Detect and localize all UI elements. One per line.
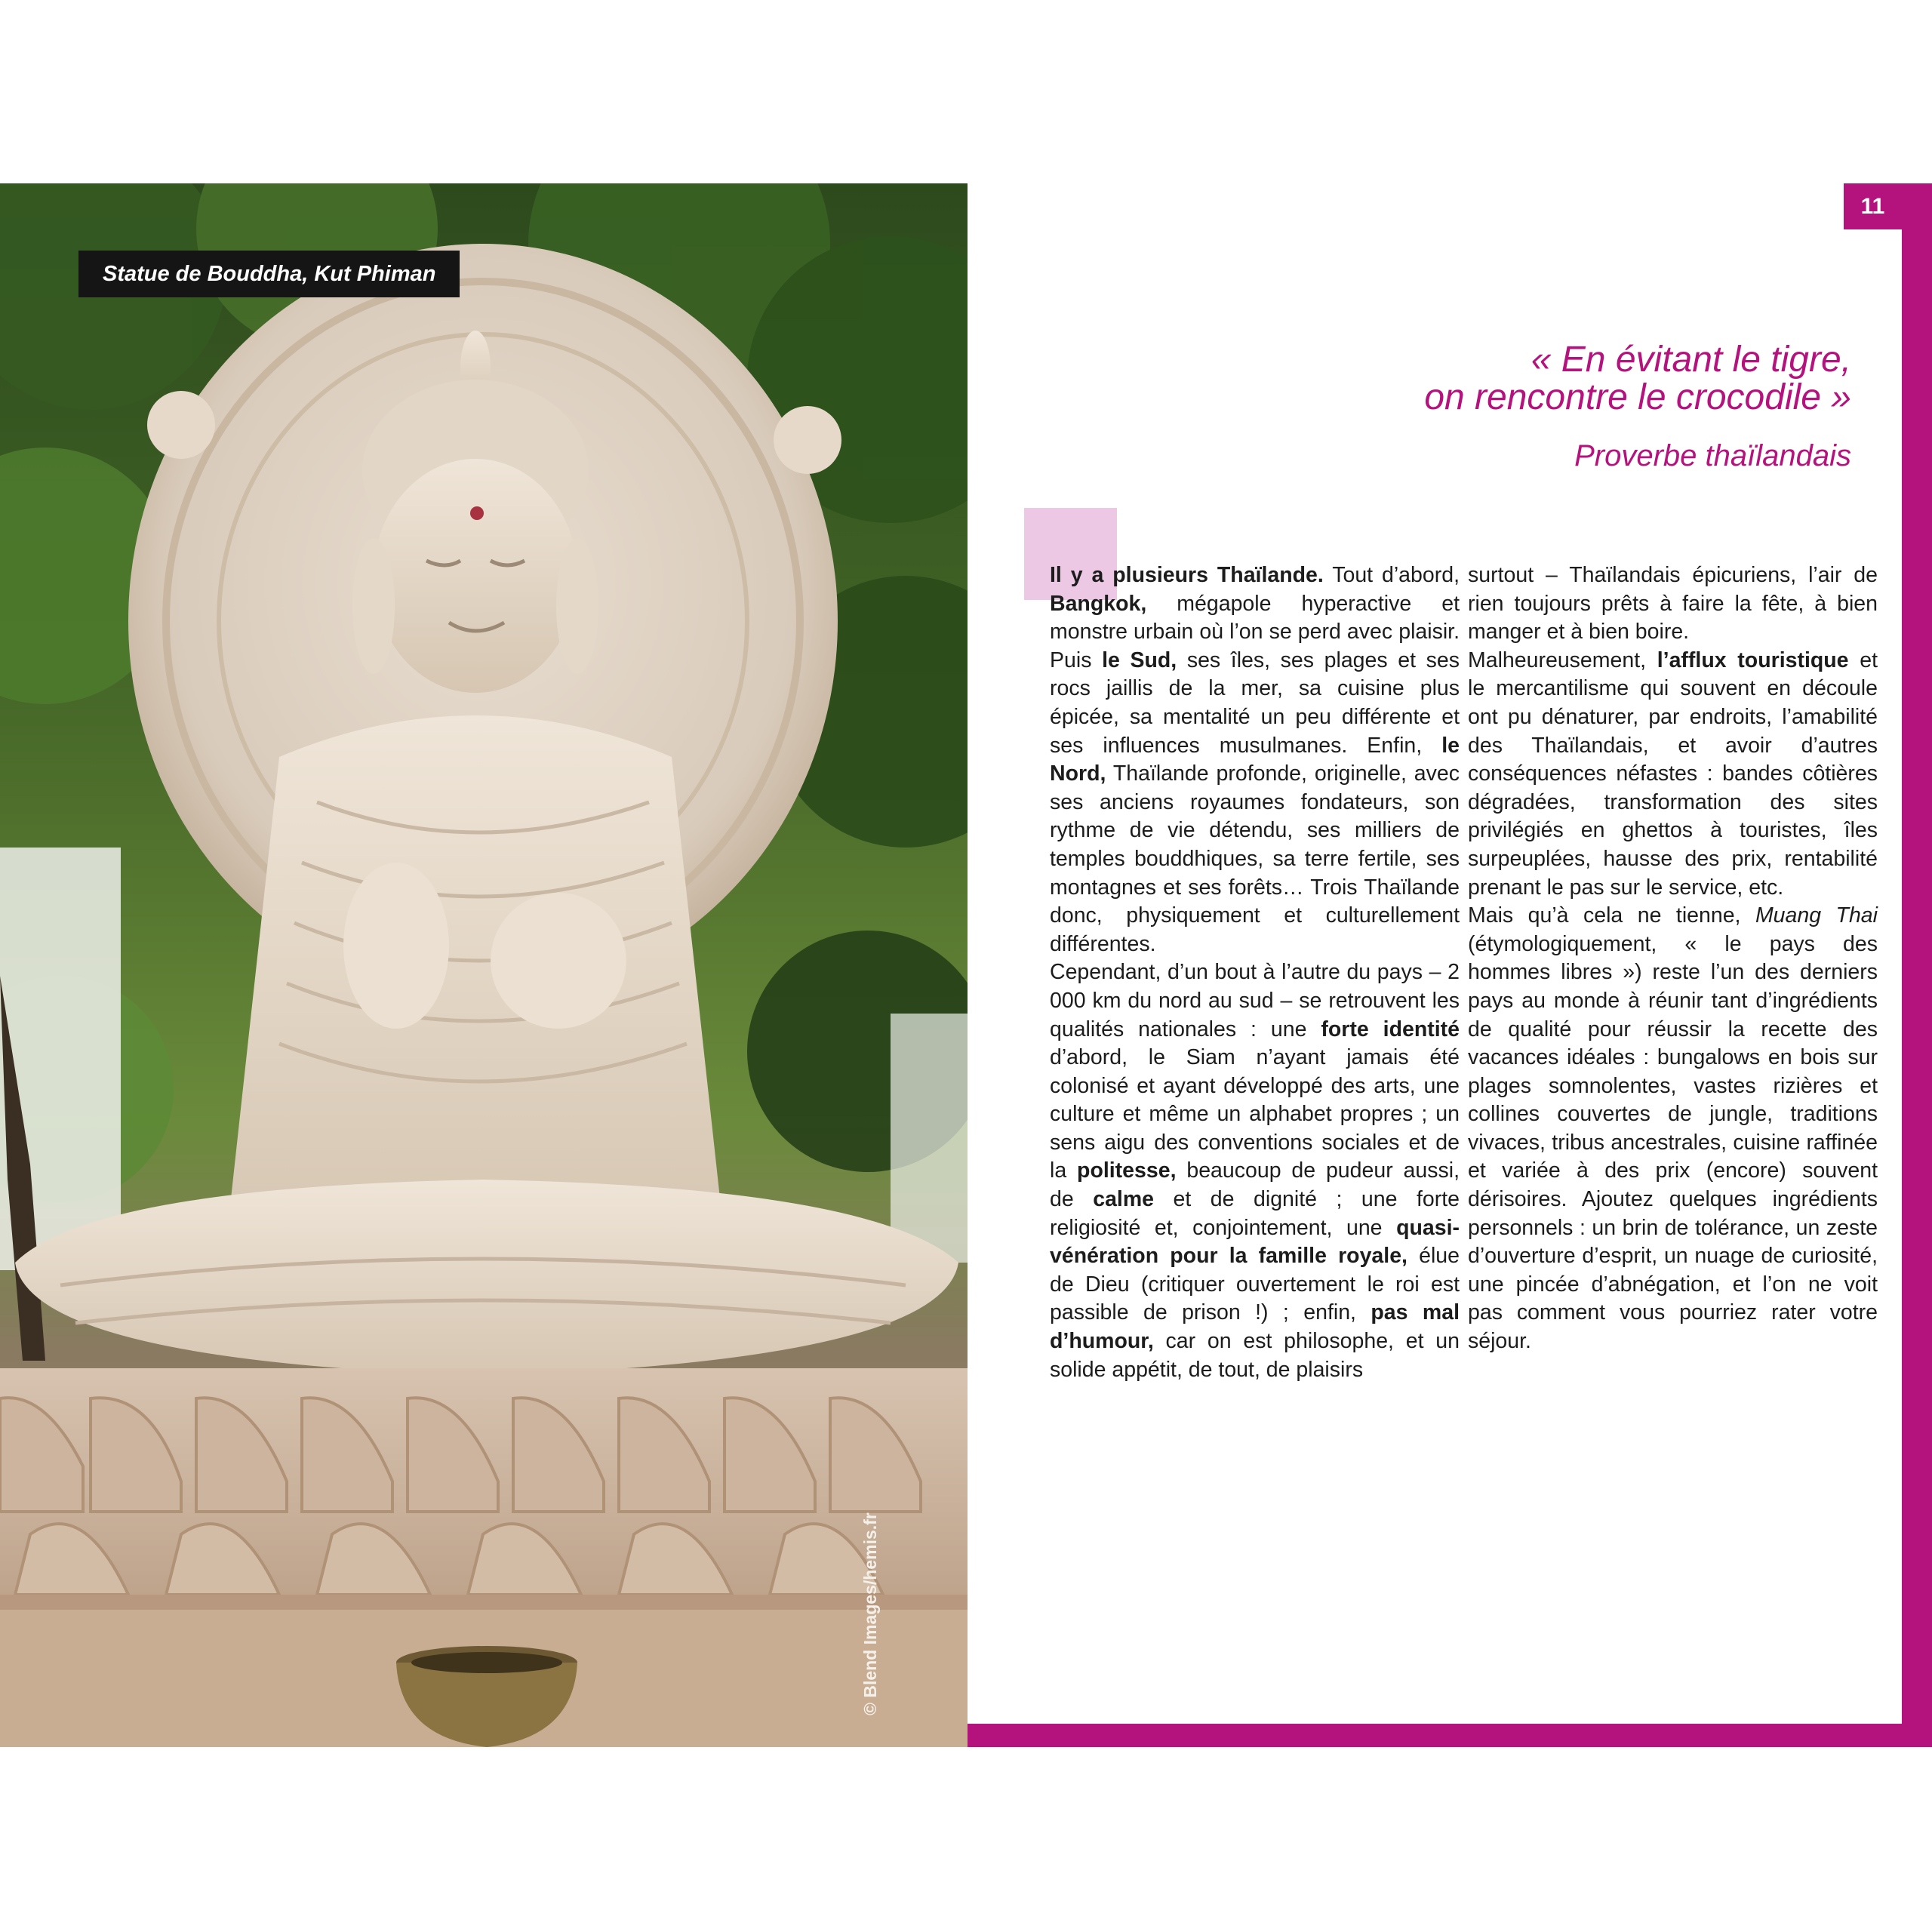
bold-phrase: le Nord,	[1050, 733, 1460, 786]
quote-line-2: on rencontre le crocodile »	[1424, 377, 1851, 417]
page-border-right	[1902, 183, 1932, 1747]
paragraph: Il y a plusieurs Thaïlande. Tout d’abord, Bangkok, mégapole hyperactive et monstre urbain où l’on se perd avec plaisir. Puis le Sud, ses îles, ses plages et ses rocs jaillis de la mer, sa cuisine plus épicée, sa mentalité un peu différente et ses influences musulmanes. Enfin, le Nord, Thaïlande profonde, originelle, avec ses anciens royaumes fondateurs, son rythme de vie détendu, ses milliers de temples bouddhiques, sa terre fertile, ses montagnes et ses forêts… Trois Thaïlande donc, physiquement et culturellement différentes.	[1050, 563, 1460, 956]
bold-phrase: l’afflux touristique	[1657, 648, 1849, 672]
page-border-bottom	[968, 1724, 1932, 1747]
page-number: 11	[1844, 183, 1902, 229]
bold-phrase: le Sud,	[1102, 648, 1177, 672]
bold-phrase: forte identité	[1321, 1017, 1460, 1041]
bold-phrase: Il y a plusieurs Thaïlande.	[1050, 563, 1324, 587]
photo-caption: Statue de Bouddha, Kut Phiman	[78, 251, 460, 297]
bold-phrase: Bangkok,	[1050, 591, 1147, 616]
text-column-2	[1468, 561, 1878, 1356]
paragraph: surtout – Thaïlandais épicuriens, l’air de rien toujours prêts à faire la fête, à bien manger et à bien boire.	[1468, 563, 1878, 645]
bold-phrase: pas mal d’humour,	[1050, 1300, 1460, 1354]
buddha-statue-illustration	[0, 183, 968, 1747]
bold-phrase: calme	[1093, 1187, 1155, 1212]
bold-phrase: politesse,	[1077, 1158, 1177, 1183]
italic-phrase: Muang Thai	[1755, 903, 1878, 928]
photo-credit: © Blend Images/hemis.fr	[860, 1512, 880, 1715]
text-column-1	[1050, 561, 1460, 1384]
quote-attribution: Proverbe thaïlandais	[1574, 439, 1851, 472]
paragraph: Cependant, d’un bout à l’autre du pays – 2 000 km du nord au sud – se retrouvent les qualités nationales : une forte identité d’abord, le Siam n’ayant jamais été colonisé et ayant développé des arts, une culture et même un alphabet propres ; un sens aigu des conventions sociales et de la politesse, beaucoup de pudeur aussi, de calme et de dignité ; une forte religiosité et, conjointement, une quasi-vénération pour la famille royale, élue de Dieu (critiquer ouvertement le roi est passible de prison !) ; enfin, pas mal d’humour, car on est philosophe, et un solide appétit, de tout, de plaisirs	[1050, 960, 1460, 1382]
paragraph: Malheureusement, l’afflux touristique et le mercantilisme qui souvent en découle ont pu dénaturer, par endroits, l’amabilité des Thaïlandais, et avoir d’autres conséquences néfastes : bandes côtières dégradées, transformation des sites privilégiés en ghettos à touristes, îles surpeuplées, hausse des prix, rentabilité prenant le pas sur le service, etc.	[1468, 648, 1878, 900]
quote-line-1: « En évitant le tigre,	[1531, 340, 1851, 380]
epigraph-quote	[1172, 341, 1851, 417]
bold-phrase: quasi-vénération pour la famille royale,	[1050, 1215, 1460, 1269]
buddha-statue-photo	[0, 183, 968, 1747]
paragraph: Mais qu’à cela ne tienne, Muang Thai (étymologiquement, « le pays des hommes libres ») reste l’un des derniers pays au monde à réunir tant d’ingrédients de qualité pour réussir la recette des vacances idéales : bungalows en bois sur plages somnolentes, vastes rizières et collines couvertes de jungle, traditions vivaces, tribus ancestrales, cuisine raffinée et variée à des prix (encore) souvent dérisoires. Ajoutez quelques ingrédients personnels : un brin de tolérance, un zeste d’ouverture d’esprit, un nuage de curiosité, une pincée d’abnégation, et l’on ne voit pas comment vous pourriez rater votre séjour.	[1468, 903, 1878, 1354]
